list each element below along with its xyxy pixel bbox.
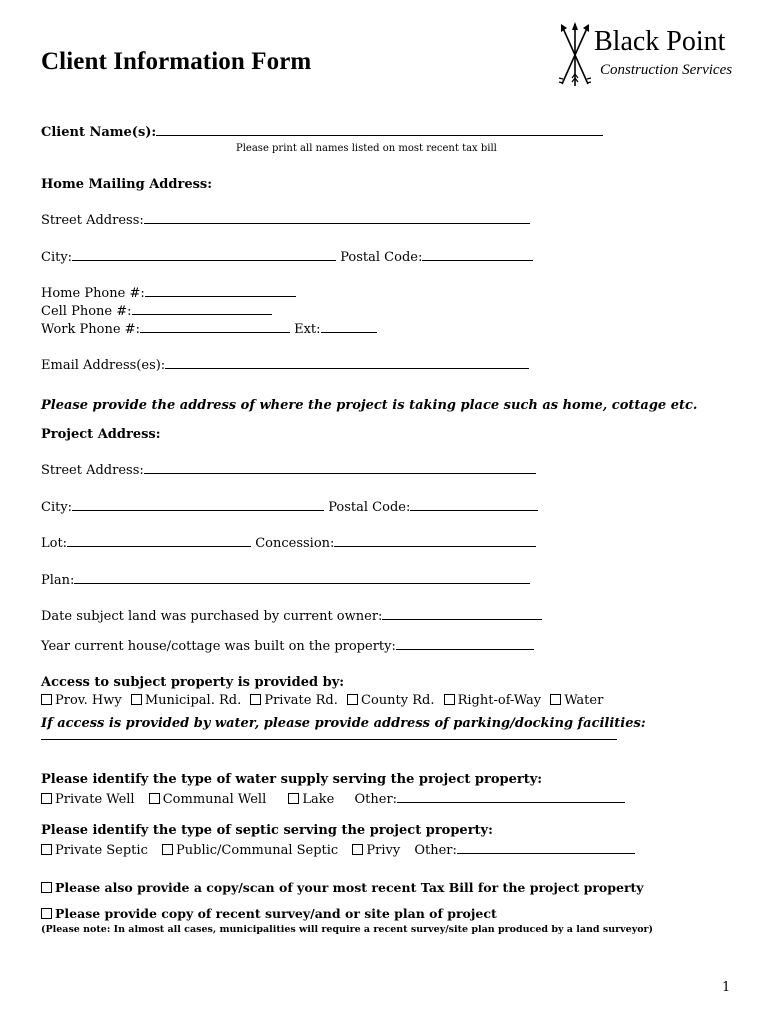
email-label: Email Address(es):	[41, 358, 166, 373]
page-number: 1	[722, 980, 731, 995]
septic-heading: Please identify the type of septic serving the project property:	[41, 823, 493, 838]
access-heading: Access to subject property is provided by:	[41, 675, 345, 690]
plan-row	[41, 572, 530, 589]
access-option-label: Prov. Hwy	[55, 693, 122, 708]
ext-field[interactable]	[321, 321, 377, 333]
plan-label: Plan:	[41, 573, 75, 588]
access-municipal-checkbox[interactable]	[131, 694, 142, 705]
septic-option-label: Public/Communal Septic	[176, 843, 339, 858]
water-other-label: Other:	[354, 792, 398, 807]
project-street-field[interactable]	[144, 462, 536, 474]
water-option-label: Lake	[302, 792, 335, 807]
septic-other-label: Other:	[414, 843, 457, 858]
client-names-field[interactable]	[156, 124, 603, 136]
tax-bill-row	[41, 880, 644, 896]
work-phone-label: Work Phone #:	[41, 322, 140, 337]
mailing-postal-label: Postal Code:	[340, 250, 423, 265]
home-phone-label: Home Phone #:	[41, 286, 145, 301]
logo-title: Black Point	[594, 26, 726, 57]
survey-note: (Please note: In almost all cases, municipalities will require a recent survey/site plan produced by a land surveyor)	[41, 924, 654, 935]
private-septic-checkbox[interactable]	[41, 844, 52, 855]
logo-subtitle: Construction Services	[600, 62, 733, 78]
mailing-city-label: City:	[41, 250, 73, 265]
private-well-checkbox[interactable]	[41, 793, 52, 804]
client-names-label: Client Name(s):	[41, 125, 157, 140]
septic-option-label: Privy	[366, 843, 401, 858]
water-other-field[interactable]	[397, 791, 625, 803]
access-right-of-way-checkbox[interactable]	[444, 694, 455, 705]
mailing-heading: Home Mailing Address:	[41, 177, 213, 192]
cell-phone-row	[41, 303, 272, 320]
email-field[interactable]	[165, 357, 529, 369]
access-water-checkbox[interactable]	[550, 694, 561, 705]
ext-label: Ext:	[294, 322, 321, 337]
privy-checkbox[interactable]	[352, 844, 363, 855]
access-county-checkbox[interactable]	[347, 694, 358, 705]
concession-label: Concession:	[255, 536, 335, 551]
septic-other-field[interactable]	[457, 842, 635, 854]
mailing-street-field[interactable]	[144, 212, 530, 224]
water-access-note: If access is provided by water, please provide address of parking/docking facilities:	[41, 716, 646, 731]
septic-option-label: Private Septic	[55, 843, 148, 858]
access-option-label: Private Rd.	[264, 693, 338, 708]
access-option-label: Right-of-Way	[457, 693, 542, 708]
water-option-label: Communal Well	[162, 792, 267, 807]
access-option-label: Water	[564, 693, 604, 708]
water-supply-heading: Please identify the type of water supply serving the project property:	[41, 772, 543, 787]
year-built-label: Year current house/cottage was built on the property:	[41, 639, 396, 654]
crossed-arrows-icon	[556, 20, 596, 90]
cell-phone-label: Cell Phone #:	[41, 304, 132, 319]
access-private-checkbox[interactable]	[250, 694, 261, 705]
work-phone-field[interactable]	[140, 321, 290, 333]
septic-options	[41, 842, 635, 859]
survey-row	[41, 906, 497, 922]
mailing-city-field[interactable]	[72, 249, 336, 261]
tax-bill-checkbox[interactable]	[41, 882, 52, 893]
access-option-label: Municipal. Rd.	[144, 693, 242, 708]
mailing-street-row	[41, 212, 530, 229]
client-names-row	[41, 124, 603, 141]
concession-field[interactable]	[334, 535, 536, 547]
lot-field[interactable]	[67, 535, 251, 547]
access-option-label: County Rd.	[361, 693, 435, 708]
project-street-label: Street Address:	[41, 463, 144, 478]
project-street-row	[41, 462, 536, 479]
client-names-hint: Please print all names listed on most recent tax bill	[236, 143, 497, 154]
survey-checkbox[interactable]	[41, 908, 52, 919]
page-title: Client Information Form	[41, 48, 312, 75]
access-options	[41, 693, 603, 709]
home-phone-field[interactable]	[145, 285, 296, 297]
cell-phone-field[interactable]	[132, 303, 272, 315]
lot-row	[41, 535, 536, 552]
communal-septic-checkbox[interactable]	[162, 844, 173, 855]
purchase-date-label: Date subject land was purchased by current owner:	[41, 609, 383, 624]
home-phone-row	[41, 285, 296, 302]
project-postal-field[interactable]	[410, 499, 538, 511]
email-row	[41, 357, 529, 374]
company-logo	[556, 20, 756, 90]
water-supply-options	[41, 791, 625, 808]
year-built-row	[41, 638, 534, 655]
docking-address-field[interactable]	[41, 739, 617, 740]
communal-well-checkbox[interactable]	[149, 793, 160, 804]
survey-label: Please provide copy of recent survey/and or site plan of project	[55, 906, 497, 921]
project-city-row	[41, 499, 538, 516]
work-phone-row	[41, 321, 377, 338]
purchase-date-row	[41, 608, 542, 625]
year-built-field[interactable]	[396, 638, 534, 650]
project-postal-label: Postal Code:	[328, 500, 411, 515]
access-prov-hwy-checkbox[interactable]	[41, 694, 52, 705]
project-heading: Project Address:	[41, 427, 161, 442]
project-city-label: City:	[41, 500, 73, 515]
project-city-field[interactable]	[72, 499, 324, 511]
tax-bill-label: Please also provide a copy/scan of your most recent Tax Bill for the project property	[55, 880, 644, 895]
lake-checkbox[interactable]	[288, 793, 299, 804]
lot-label: Lot:	[41, 536, 68, 551]
plan-field[interactable]	[74, 572, 530, 584]
mailing-street-label: Street Address:	[41, 213, 144, 228]
mailing-city-row	[41, 249, 533, 266]
project-instruction: Please provide the address of where the project is taking place such as home, cottage etc.	[41, 398, 698, 413]
water-option-label: Private Well	[55, 792, 135, 807]
purchase-date-field[interactable]	[382, 608, 542, 620]
mailing-postal-field[interactable]	[422, 249, 533, 261]
